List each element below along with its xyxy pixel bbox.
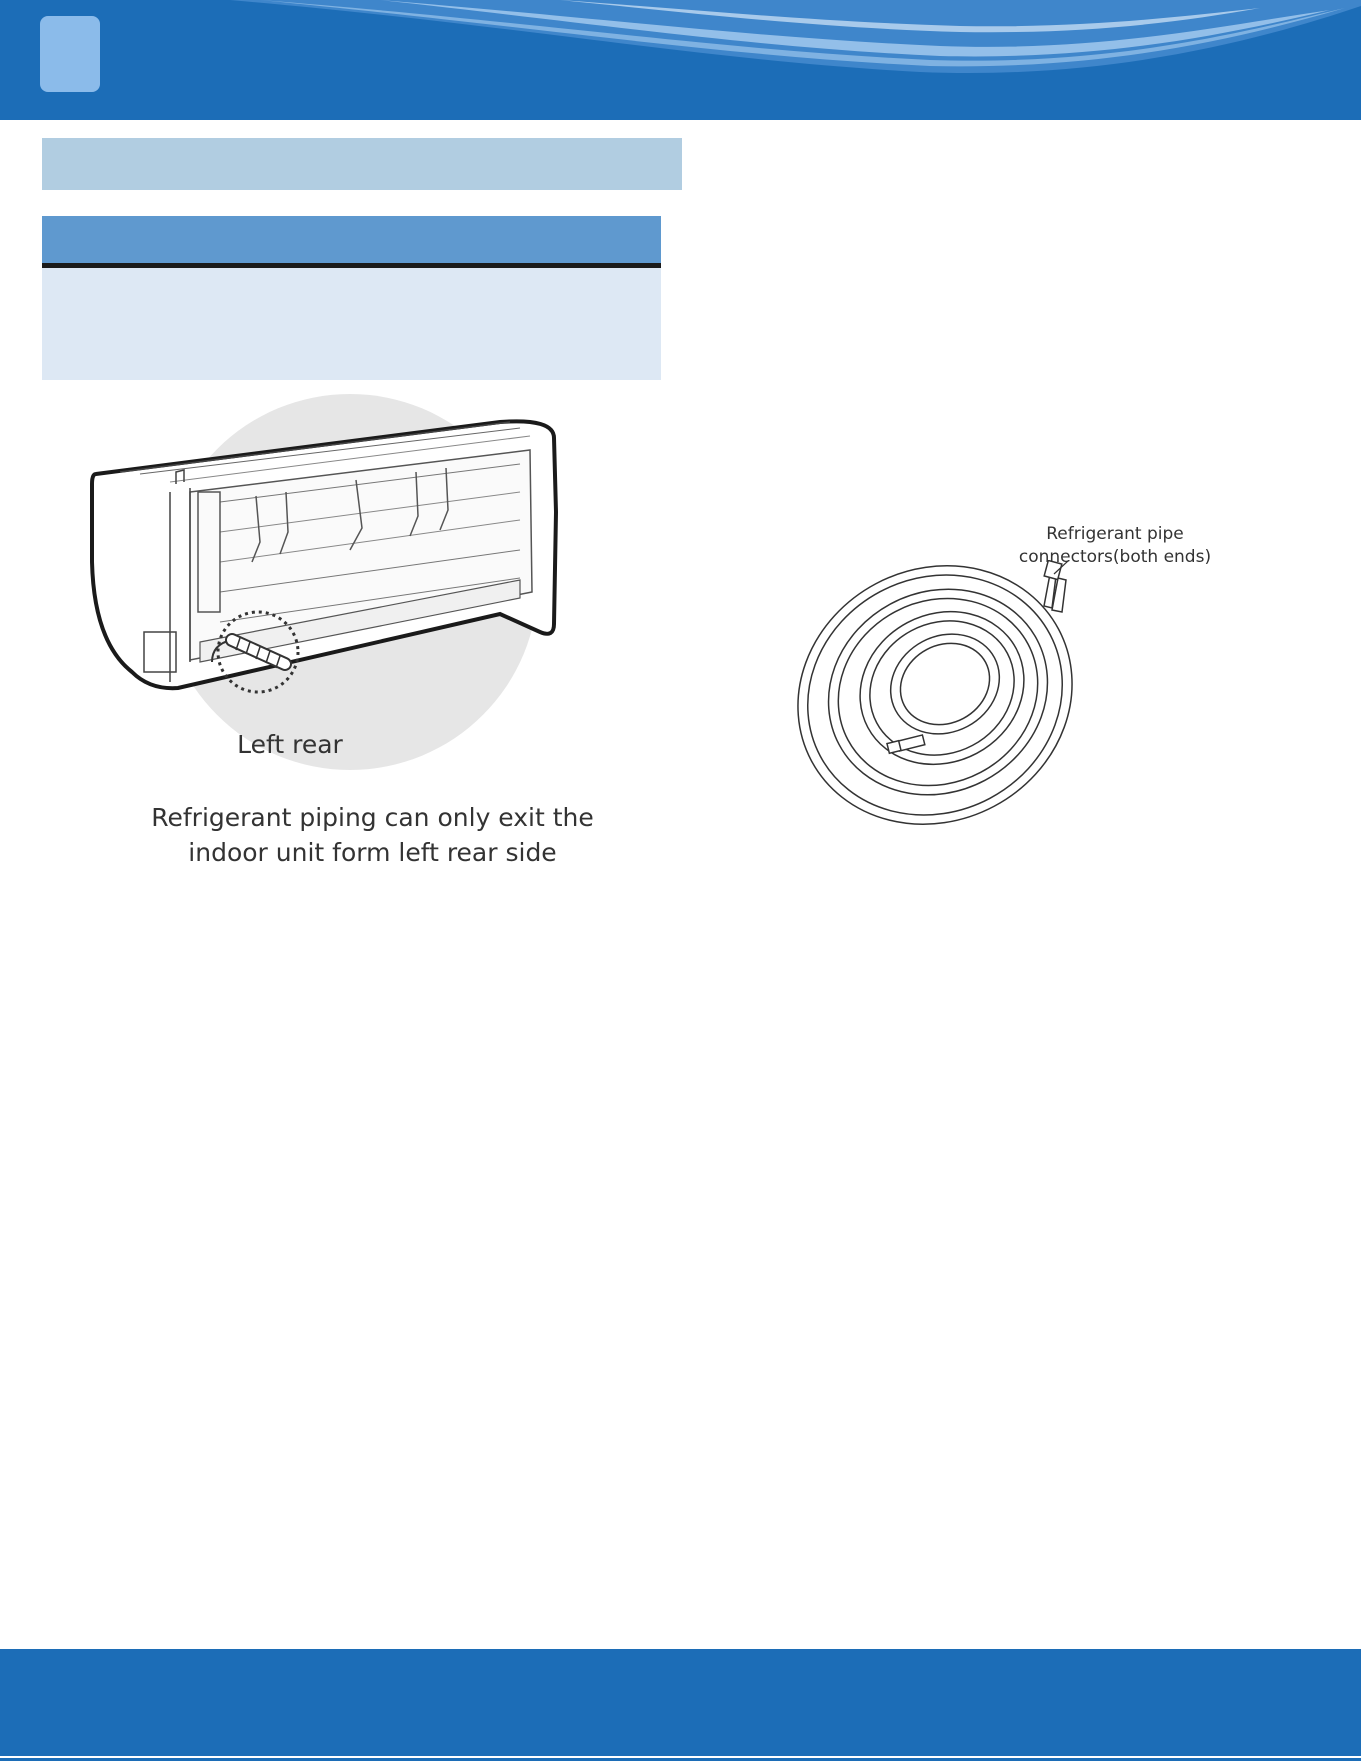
section-title-bar: [42, 138, 682, 190]
note-box-body: [42, 268, 661, 380]
chapter-badge: [40, 16, 100, 92]
piping-exit-caption: [100, 800, 645, 870]
pipe-connectors-label: [960, 523, 1270, 569]
note-box-header: [42, 216, 661, 263]
footer-rule: [0, 1756, 1361, 1758]
left-rear-label: Left rear: [237, 730, 343, 759]
header-wave-decoration: [0, 0, 1361, 120]
page-footer: [0, 1649, 1361, 1761]
page-header: [0, 0, 1361, 120]
pipe-connectors-label-line-1: Refrigerant pipe: [1046, 524, 1184, 544]
refrigerant-pipe-coil-drawing: [790, 560, 1090, 830]
indoor-unit-rear-drawing: [80, 392, 580, 772]
piping-exit-caption-line-2: indoor unit form left rear side: [188, 838, 557, 867]
piping-exit-caption-line-1: Refrigerant piping can only exit the: [151, 803, 594, 832]
pipe-connectors-label-line-2: connectors(both ends): [1018, 547, 1212, 567]
